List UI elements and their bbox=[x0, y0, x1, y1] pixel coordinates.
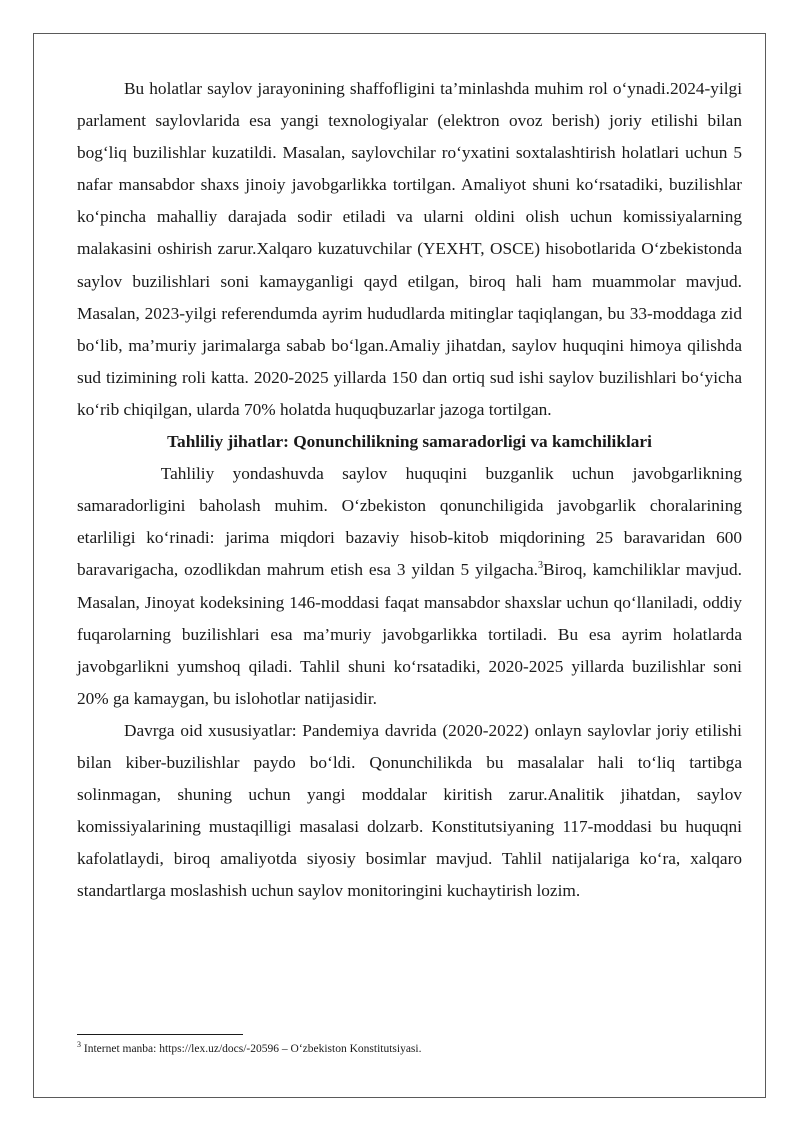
paragraph-2-text-b: Biroq, kamchiliklar mavjud. Masalan, Jinoyat kodeksining 146-moddasi faqat mansabdor shaxslar uchun qo‘llaniladi, oddiy fuqarolarning buzilishlari esa ma’muriy javobgarlikka tortiladi. Bu esa ayrim holatlarda javobgarlikni yumshoq qiladi. Tahlil shuni ko‘rsatadiki, 2020-2025 yillarda buzilishlar soni 20% ga kamaygan, bu islohotlar natijasidir. bbox=[77, 560, 747, 708]
footnote-separator bbox=[77, 1034, 243, 1035]
footnote-text: Internet manba: https://lex.uz/docs/-20596 – O‘zbekiston Konstitutsiyasi. bbox=[81, 1043, 422, 1055]
footnote-reference[interactable]: 3 bbox=[537, 560, 543, 572]
footnote-mark: 3 bbox=[77, 1040, 81, 1050]
section-heading: Tahliliy jihatlar: Qonunchilikning samaradorligi va kamchiliklari bbox=[167, 432, 652, 452]
paragraph-3: Davrga oid xususiyatlar: Pandemiya davrida (2020-2022) onlayn saylovlar joriy etilishi bilan kiber-buzilishlar paydo bo‘ldi. Qonunchilikda bu masalalar hali to‘liq tartibga solinmagan, shuning uchun yangi moddalar kiritish zarur.Analitik jihatdan, saylov komissiyalarining mustaqilligi masalasi dolzarb. Konstitutsiyaning 117-moddasi bu huquqni kafolatlaydi, biroq amaliyotda siyosiy bosimlar mavjud. Tahlil natijalariga ko‘ra, xalqaro standartlarga moslashish uchun saylov monitoringini kuchaytirish lozim. bbox=[77, 720, 742, 901]
document-body bbox=[77, 73, 747, 907]
paragraph-2-text-a: Tahliliy yondashuvda saylov huquqini buzganlik uchun javobgarlikning samaradorligini baholash muhim. O‘zbekiston qonunchiligida javobgarlik choralarining etarliligi ko‘rinadi: jarima miqdori bazaviy hisob-kitob miqdorining 25 baravaridan 600 baravarigacha, ozodlikdan mahrum etish esa 3 yildan 5 yilgacha. bbox=[77, 464, 747, 580]
paragraph-2 bbox=[77, 458, 747, 715]
paragraph-1: Bu holatlar saylov jarayonining shaffofligini ta’minlashda muhim rol o‘ynadi.2024-yilgi parlament saylovlarida esa yangi texnologiyalar (elektron ovoz berish) joriy etilishi bilan bog‘liq buzilishlar kuzatildi. Masalan, saylovchilar ro‘yxatini soxtalashtirish holatlari uchun 5 nafar mansabdor shaxs jinoiy javobgarlikka tortilgan. Amaliyot shuni ko‘rsatadiki, buzilishlar ko‘pincha mahalliy darajada sodir etiladi va ularni oldini olish uchun komissiyalarning malakasini oshirish zarur.Xalqaro kuzatuvchilar (YEXHT, OSCE) hisobotlarida O‘zbekistonda saylov buzilishlari soni kamayganligi qayd etilgan, biroq hali ham muammolar mavjud. Masalan, 2023-yilgi referendumda ayrim hududlarda mitinglar taqiqlangan, bu 33-moddaga zid bo‘lib, ma’muriy jarimalarga sabab bo‘lgan.Amaliy jihatdan, saylov huquqini himoya qilishda sud tizimining roli katta. 2020-2025 yillarda 150 dan ortiq sud ishi saylov buzilishlari bo‘yicha ko‘rib chiqilgan, ularda 70% holatda huquqbuzarlar jazoga tortilgan. bbox=[77, 79, 742, 419]
footnote bbox=[77, 1042, 742, 1056]
